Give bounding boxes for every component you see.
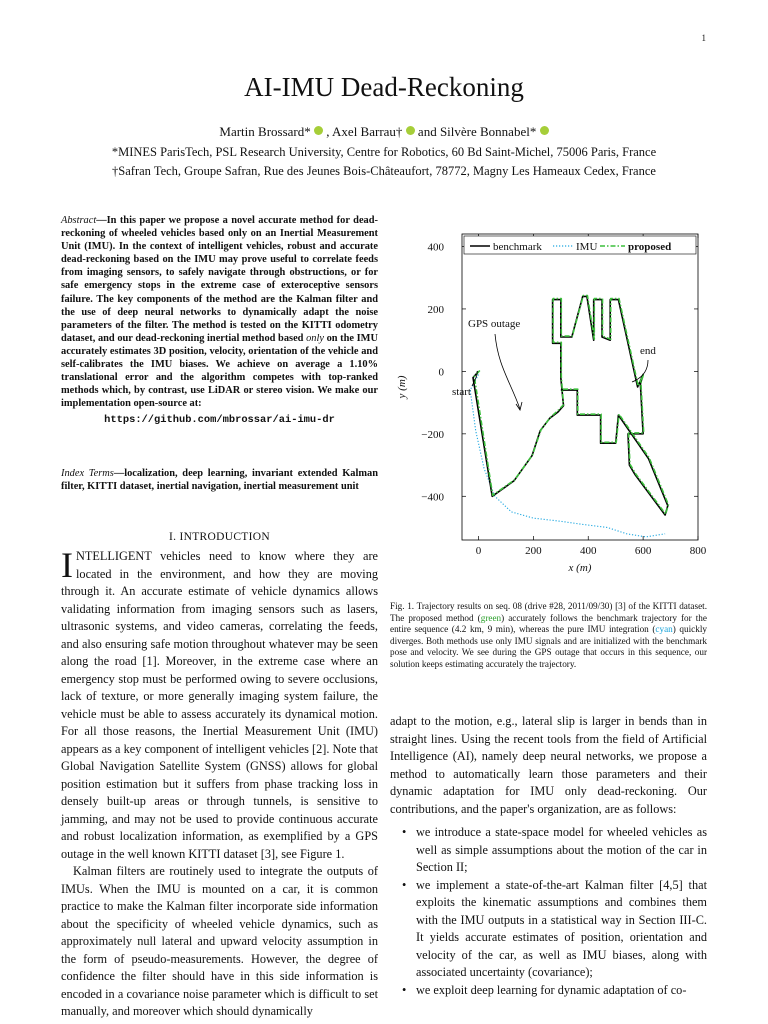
intro-text xyxy=(61,545,378,1021)
caption-text-a: Trajectory results on seq. 08 (drive #28, 2011/09/30) [3] of the KITTI dataset. The proposed method ( xyxy=(390,601,707,623)
caption-text-b: ) accurately follows the benchmark trajectory for the entire sequence (4.2 km, 9 min), whereas the pure IMU integration ( xyxy=(390,612,707,635)
y-tick-label: −400 xyxy=(421,491,444,504)
y-tick-label: 400 xyxy=(427,241,444,254)
affiliation-1: *MINES ParisTech, PSL Research University, Centre for Robotics, 60 Bd Saint-Michel, 75006 Paris, France xyxy=(111,145,657,159)
y-tick-label: −200 xyxy=(421,428,444,441)
caption-green: green xyxy=(480,612,502,623)
annotation-gps-outage: GPS outage xyxy=(468,318,521,330)
abstract-label: Abstract xyxy=(61,215,97,226)
page-number: 1 xyxy=(701,33,706,43)
author-2: , Axel Barrau† xyxy=(326,124,403,139)
intro-paragraph-1: NTELLIGENT vehicles need to know where they are located in the environment, and how they are moving through it. An accurate estimate of vehicle dynamics allows validating information from imaging sensors such as lasers, ultrasonic systems, and video cameras, correlating the feeds, and also ensuring safe motion throughout whatever may be seen along the road [1]. Moreover, in the extreme case where an emergency stop must be performed owing to severe occlusions, lack of texture, or more generally imaging system failure, the vehicle must be able to assess accurately its dynamical motion. For all those reasons, the Inertial Measurement Unit (IMU) appears as a key component of intelligent vehicles [2]. Note that Global Navigation Satellite System (GNSS) allows for global position estimation but it suffers from phase tracking loss in densely built-up areas or through tunnels, is sensitive to jamming, and may not be used to provide continuous accurate and robust localization information, as exemplified by a GPS outage in the well known KITTI dataset [3], see Figure 1. xyxy=(61,549,378,861)
section-heading: I. INTRODUCTION xyxy=(169,531,270,543)
orcid-icon[interactable] xyxy=(314,126,323,135)
right-paragraph: adapt to the motion, e.g., lateral slip is larger in bends than in straight lines. Using the recent tools from the field of Artificial Intelligence (AI), namely deep neural networks, we propose a method to automatically learn those parameters and their dynamic adaptation for IMU only dead-reckoning. Our contributions, and the paper's organization, are as follows: xyxy=(390,714,707,816)
x-tick-label: 400 xyxy=(579,545,597,557)
abstract-emphasis: only xyxy=(306,332,324,344)
list-item: • we introduce a state-space model for wheeled vehicles as well as simple assumptions about the motion of the car in Section II; xyxy=(416,824,707,877)
orcid-icon[interactable] xyxy=(406,126,415,135)
intro-paragraph-2: Kalman filters are routinely used to integrate the outputs of IMUs. When the IMU is mounted on a car, it is common practice to make the Kalman filter incorporate side information about the specificity of wheeled vehicle dynamics, such as approximately null lateral and upward velocity assumption in the form of pseudo-measurements. However, the degree of confidence the filter should have in this side information is encoded in a covariance noise parameter which is difficult to set manually, and moreover which should dynamically xyxy=(61,864,378,1018)
caption-cyan: cyan xyxy=(655,624,673,635)
legend-imu-label: IMU xyxy=(576,241,598,253)
series-imu-line xyxy=(470,375,665,537)
x-tick-label: 200 xyxy=(525,545,542,557)
figure-caption xyxy=(390,601,707,671)
legend-benchmark-label: benchmark xyxy=(493,241,542,253)
affiliation-2: †Safran Tech, Groupe Safran, Rue des Jeunes Bois-Châteaufort, 78772, Magny Les Hameaux Cedex, France xyxy=(112,164,656,178)
authors xyxy=(0,124,768,140)
caption-label: Fig. 1. xyxy=(390,601,415,611)
annotation-gps-arrow xyxy=(495,334,520,409)
author-1: Martin Brossard* xyxy=(219,124,311,139)
list-item: • we exploit deep learning for dynamic adaptation of co- xyxy=(416,982,707,1000)
orcid-icon[interactable] xyxy=(540,126,549,135)
abstract-text-1: —In this paper we propose a novel accurate method for dead-reckoning of wheeled vehicles based only on an Inertial Measurement Unit (IMU). In the context of intelligent vehicles, robust and accurate dead-reckoning based on the IMU may prove useful to correlate feeds from imaging sensors, to safely navigate through obstructions, or for safe emergency stops in the extreme case of exteroceptive sensors failure. The key components of the method are the Kalman filter and the use of deep neural networks to dynamically adapt the noise parameters of the filter. The method is tested on the KITTI odometry dataset, and our dead-reckoning inertial method based xyxy=(61,215,378,344)
x-tick-label: 800 xyxy=(689,545,707,557)
x-tick-label: 0 xyxy=(475,545,482,557)
x-tick-label: 600 xyxy=(634,545,652,557)
index-terms-label: Index Terms xyxy=(61,468,114,479)
abstract-text-2: on the IMU accurately estimates 3D position, velocity, orientation of the vehicle and self-calibrates the IMU biases. We achieve on average a 1.10% translational error and the algorithm competes with top-ranked methods which, by contrast, use LiDAR or stereo vision. We make our implementation open-source at: xyxy=(61,332,378,410)
annotation-end: end xyxy=(640,345,656,357)
list-item: • we implement a state-of-the-art Kalman filter [4,5] that exploits the kinematic assumptions and combines them with the IMU outputs in a statistical way in Section III-C. It yields accurate estimates of position, orientation and velocity of the car, as well as IMU biases, along with associated uncertainty (covariance); xyxy=(416,877,707,982)
trajectory-figure xyxy=(390,226,707,576)
y-tick-label: 0 xyxy=(438,366,444,379)
contribution-list xyxy=(390,824,707,999)
annotation-start: start xyxy=(452,386,471,398)
caption-text-c: ) quickly diverges. Both methods use only IMU signals and are initialized with the benchmark pose and velocity. We see during the GPS outage that occurs in this sequence, our solution keeps estimating accurately the trajectory. xyxy=(390,624,707,669)
abstract xyxy=(61,214,378,410)
legend-proposed-label: proposed xyxy=(628,241,672,253)
right-column-text xyxy=(390,713,707,999)
y-tick-label: 200 xyxy=(427,303,444,316)
repo-link[interactable]: https://github.com/mbrossar/ai-imu-dr xyxy=(104,414,335,426)
author-3: and Silvère Bonnabel* xyxy=(417,124,537,139)
x-axis-label: x (m) xyxy=(568,562,592,574)
index-terms-text: —localization, deep learning, invariant extended Kalman filter, KITTI dataset, inertial navigation, inertial measurement unit xyxy=(61,468,379,493)
y-axis-label: y (m) xyxy=(396,375,408,399)
index-terms xyxy=(61,467,378,493)
paper-title: AI-IMU Dead-Reckoning xyxy=(244,72,524,102)
dropcap: I xyxy=(61,545,73,585)
